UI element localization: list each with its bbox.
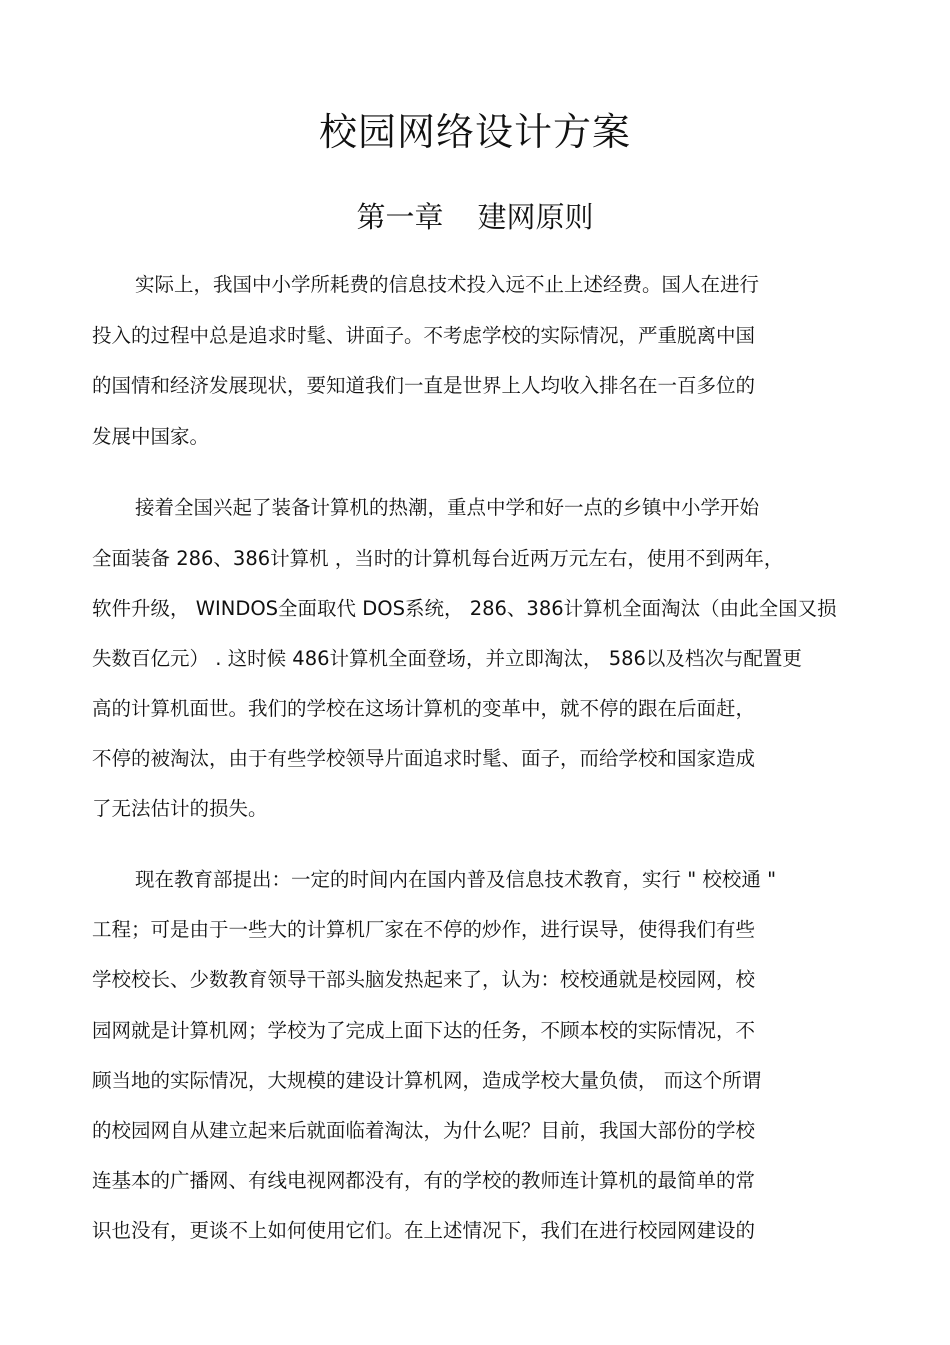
- paragraph-line: 高的计算机面世。我们的学校在这场计算机的变革中，就不停的跟在后面赶，: [92, 697, 756, 720]
- document-title: 校园网络设计方案: [318, 110, 631, 154]
- paragraph-line: 软件升级， WINDOS全面取代 DOS系统， 286、386计算机全面淘汰（由此全国又损: [92, 597, 837, 620]
- paragraph-line: 顾当地的实际情况，大规模的建设计算机网，造成学校大量负债， 而这个所谓: [92, 1069, 762, 1092]
- paragraph-line: 园网就是计算机网；学校为了完成上面下达的任务，不顾本校的实际情况，不: [92, 1019, 756, 1042]
- paragraph-line: 不停的被淘汰，由于有些学校领导片面追求时髦、面子，而给学校和国家造成: [92, 747, 756, 770]
- paragraph-line: 识也没有，更谈不上如何使用它们。在上述情况下，我们在进行校园网建设的: [92, 1219, 756, 1242]
- paragraph-line: 接着全国兴起了装备计算机的热潮，重点中学和好一点的乡镇中小学开始: [135, 496, 760, 519]
- chapter-name: 建网原则: [477, 200, 594, 234]
- paragraph-line: 的校园网自从建立起来后就面临着淘汰，为什么呢？目前，我国大部份的学校: [92, 1119, 756, 1142]
- chapter-heading: [0, 197, 950, 237]
- paragraph-line: 失数百亿元） . 这时候 486计算机全面登场，并立即淘汰， 586以及档次与配置更: [92, 647, 802, 670]
- chapter-number: 第一章: [356, 200, 444, 234]
- paragraph-line: 实际上，我国中小学所耗费的信息技术投入远不止上述经费。国人在进行: [135, 273, 760, 296]
- paragraph-line: 的国情和经济发展现状，要知道我们一直是世界上人均收入排名在一百多位的: [92, 374, 756, 397]
- paragraph-line: 学校校长、少数教育领导干部头脑发热起来了，认为：校校通就是校园网，校: [92, 968, 756, 991]
- paragraph-line: 发展中国家。: [92, 425, 210, 448]
- paragraph-line: 连基本的广播网、有线电视网都没有，有的学校的教师连计算机的最简单的常: [92, 1169, 756, 1192]
- paragraph-line: 全面装备 286、386计算机 ，当时的计算机每台近两万元左右，使用不到两年，: [92, 547, 784, 570]
- paragraph-line: 工程；可是由于一些大的计算机厂家在不停的炒作，进行误导，使得我们有些: [92, 918, 756, 941]
- paragraph-line: 投入的过程中总是追求时髦、讲面子。不考虑学校的实际情况，严重脱离中国: [92, 324, 756, 347]
- paragraph-line: 了无法估计的损失。: [92, 797, 268, 820]
- paragraph-line: 现在教育部提出：一定的时间内在国内普及信息技术教育，实行 " 校校通 ": [135, 868, 777, 891]
